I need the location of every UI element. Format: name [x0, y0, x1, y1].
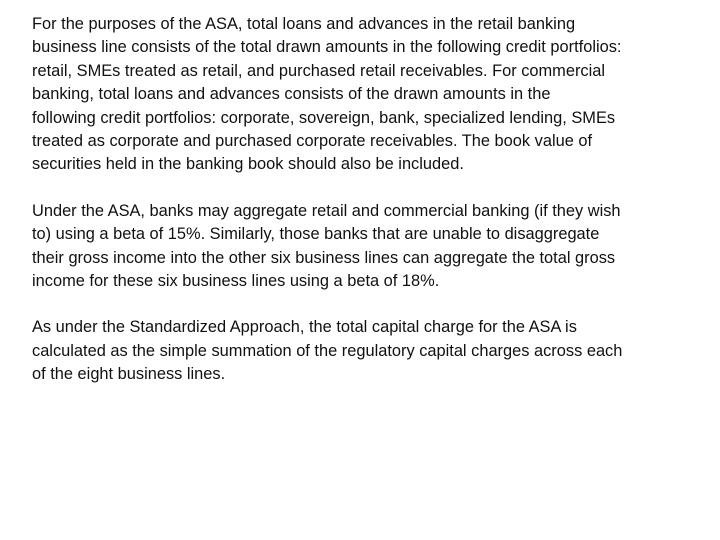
text-line: calculated as the simple summation of the regulatory capital charges across each: [32, 341, 623, 360]
text-line: retail, SMEs treated as retail, and purchased retail receivables. For commercial: [32, 61, 606, 80]
paragraph-asa-loans: [32, 13, 708, 177]
text-line: banking, total loans and advances consists of the drawn amounts in the: [32, 85, 551, 104]
text-line: For the purposes of the ASA, total loans and advances in the retail banking: [32, 15, 576, 33]
text-line: their gross income into the other six business lines can aggregate the total gross: [32, 248, 616, 267]
text-line: business line consists of the total drawn amounts in the following credit portfolios:: [32, 38, 622, 57]
text-line: Under the ASA, banks may aggregate retail and commercial banking (if they wish: [32, 201, 621, 220]
text-line: of the eight business lines.: [32, 365, 226, 384]
document-body: [32, 13, 708, 410]
paragraph-asa-capital-charge: [32, 316, 708, 386]
text-line: As under the Standardized Approach, the total capital charge for the ASA is: [32, 318, 577, 337]
text-line: to) using a beta of 15%. Similarly, those banks that are unable to disaggregate: [32, 225, 600, 244]
text-line: securities held in the banking book should also be included.: [32, 155, 464, 174]
paragraph-asa-aggregation: [32, 200, 708, 294]
text-line: income for these six business lines using a beta of 18%.: [32, 272, 440, 291]
text-line: following credit portfolios: corporate, sovereign, bank, specialized lending, SMEs: [32, 108, 616, 127]
text-line: treated as corporate and purchased corporate receivables. The book value of: [32, 132, 593, 151]
